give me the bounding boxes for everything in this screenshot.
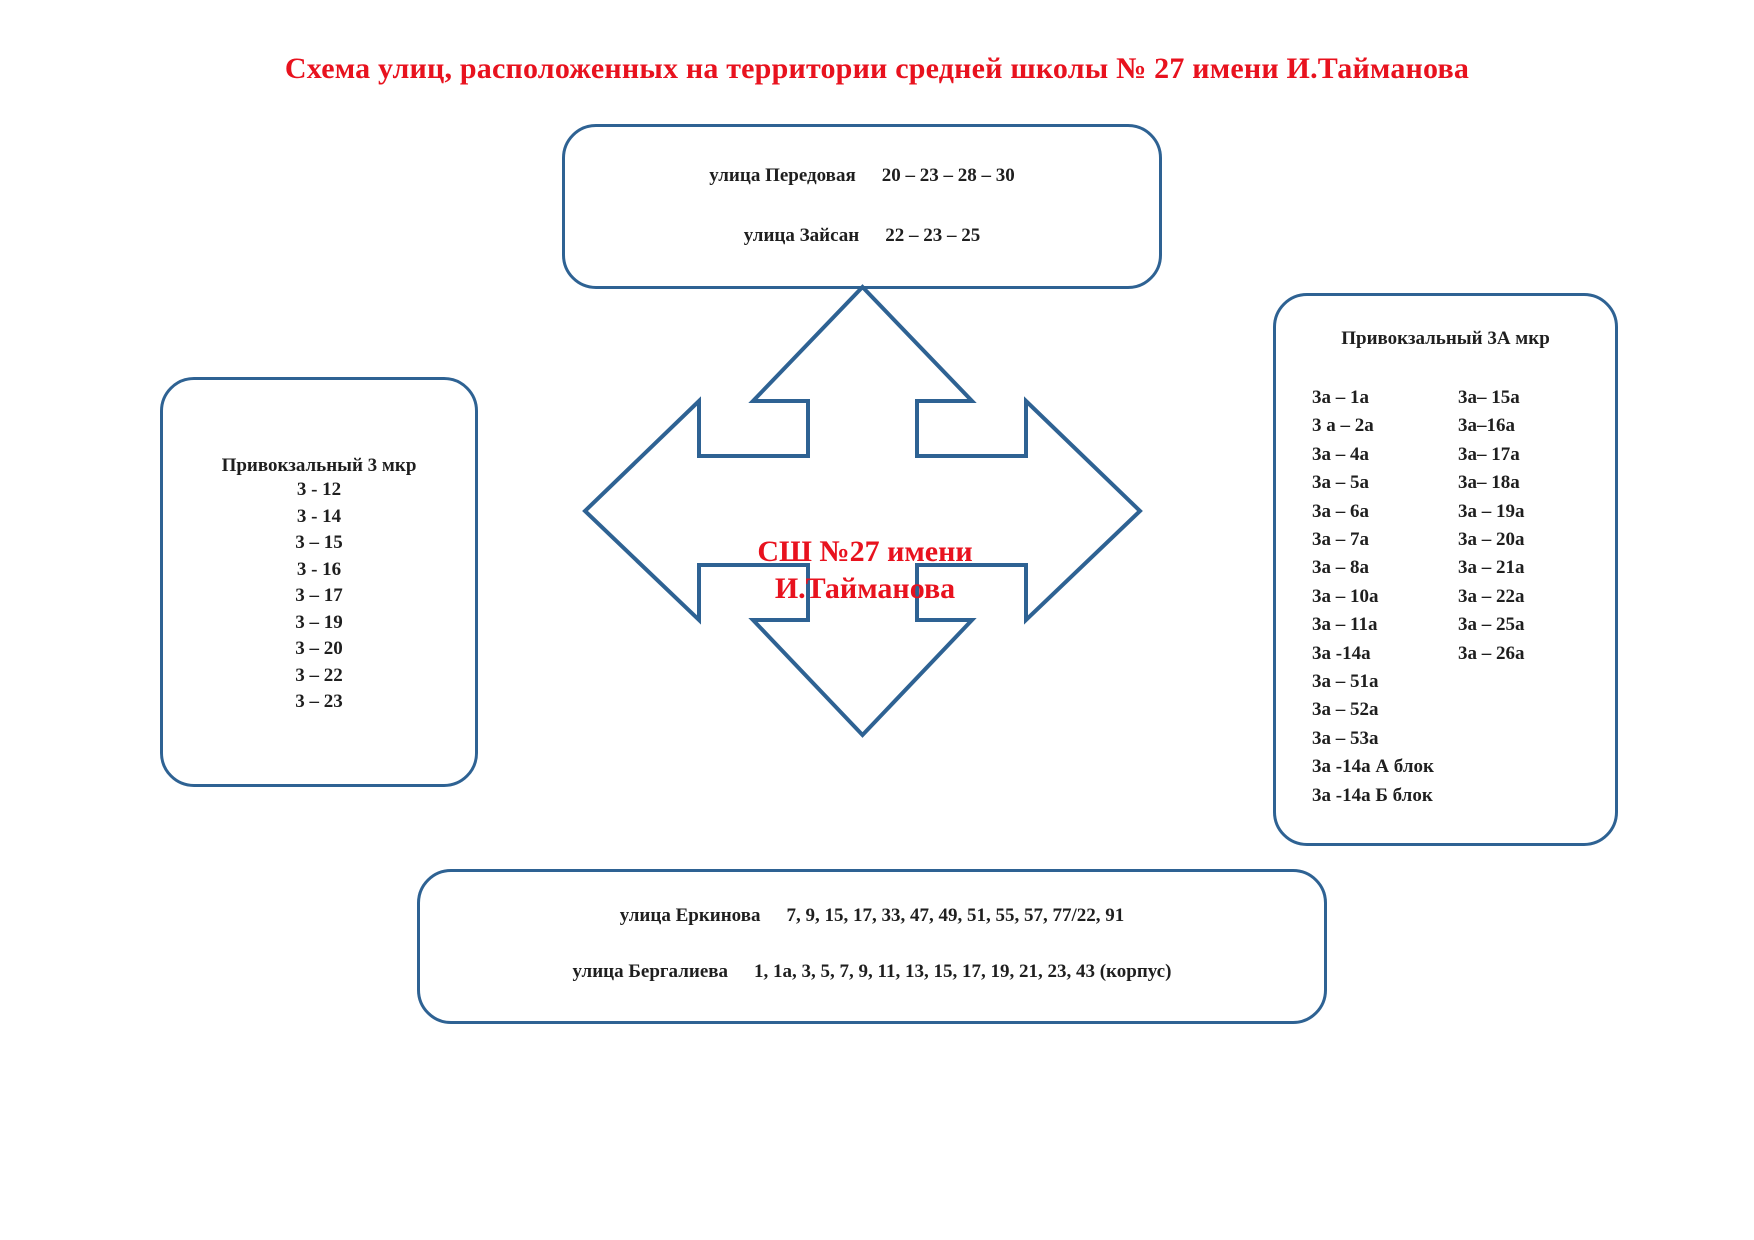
list-item: 3 - 12: [296, 479, 342, 500]
left-district-box: [160, 377, 478, 787]
top-street-2-name: улица Зайсан: [743, 225, 860, 246]
left-district-heading: Привокзальный 3 мкр: [221, 455, 417, 476]
list-item: 3 – 22: [295, 664, 343, 686]
top-street-2-numbers: 22 – 23 – 25: [885, 225, 981, 246]
list-item: 3а – 4а: [1312, 443, 1369, 465]
top-street-1: [565, 165, 1159, 187]
list-item: 3а – 25а: [1458, 614, 1525, 636]
list-item: 3а– 15а: [1458, 387, 1520, 408]
bottom-street-1-numbers: 7, 9, 15, 17, 33, 47, 49, 51, 55, 57, 77/22, 91: [786, 905, 1125, 926]
list-item: 3а – 51а: [1312, 671, 1379, 693]
list-item: 3а – 7а: [1312, 529, 1369, 551]
list-item: 3 - 14: [296, 505, 342, 527]
list-item: 3а – 5а: [1312, 472, 1369, 494]
top-street-2: [565, 225, 1159, 247]
list-item: 3 а – 2а: [1312, 415, 1374, 437]
right-district-list-right: [1458, 384, 1602, 810]
list-item: 3а–16а: [1458, 415, 1515, 437]
list-item: 3а -14а: [1312, 642, 1371, 664]
list-item: 3а – 52а: [1312, 699, 1379, 721]
list-item: 3а – 11а: [1312, 614, 1378, 636]
list-item: 3а – 20а: [1458, 529, 1525, 551]
bottom-street-2-numbers: 1, 1а, 3, 5, 7, 9, 11, 13, 15, 17, 19, 21, 23, 43 (корпус): [754, 961, 1172, 982]
bottom-streets-box: [417, 869, 1327, 1024]
center-school-label-line2: И.Тайманова: [774, 572, 956, 605]
list-item: 3а – 19а: [1458, 500, 1525, 522]
list-item: 3 – 17: [295, 585, 343, 606]
right-district-columns: [1312, 384, 1602, 810]
list-item: 3 – 20: [295, 638, 343, 659]
bottom-street-2-name: улица Бергалиева: [572, 961, 729, 982]
top-streets-box: [562, 124, 1162, 289]
bottom-street-2: [420, 961, 1324, 983]
list-item: 3а – 21а: [1458, 557, 1525, 579]
list-item: 3 – 15: [295, 532, 343, 553]
right-district-box: [1273, 293, 1618, 846]
list-item: 3а – 8а: [1312, 557, 1369, 579]
list-item: 3 – 19: [295, 611, 343, 633]
list-item: 3а– 17а: [1458, 443, 1520, 465]
center-school-label-line1: СШ №27 имени: [757, 535, 973, 568]
center-school-label: [650, 533, 1080, 607]
list-item: 3а– 18а: [1458, 472, 1520, 494]
right-district-list-left: [1312, 384, 1458, 810]
bottom-street-1: [420, 905, 1324, 927]
list-item: 3а -14а А блок: [1312, 756, 1434, 778]
list-item: 3а – 10а: [1312, 585, 1379, 607]
right-district-heading: Привокзальный 3А мкр: [1341, 328, 1550, 349]
bottom-street-1-name: улица Еркинова: [619, 905, 761, 926]
list-item: 3 – 23: [295, 691, 343, 712]
list-item: 3а – 22а: [1458, 585, 1525, 607]
page-title: Схема улиц, расположенных на территории средней школы № 27 имени И.Тайманова: [284, 52, 1470, 85]
top-street-1-name: улица Передовая: [709, 165, 856, 186]
top-street-1-numbers: 20 – 23 – 28 – 30: [881, 165, 1015, 186]
list-item: 3а – 26а: [1458, 642, 1525, 664]
list-item: 3а – 53а: [1312, 727, 1379, 749]
left-district-list: [163, 477, 475, 716]
list-item: 3а – 1а: [1312, 387, 1369, 408]
list-item: 3а -14а Б блок: [1312, 784, 1433, 806]
list-item: 3 - 16: [296, 558, 342, 580]
list-item: 3а – 6а: [1312, 500, 1369, 522]
